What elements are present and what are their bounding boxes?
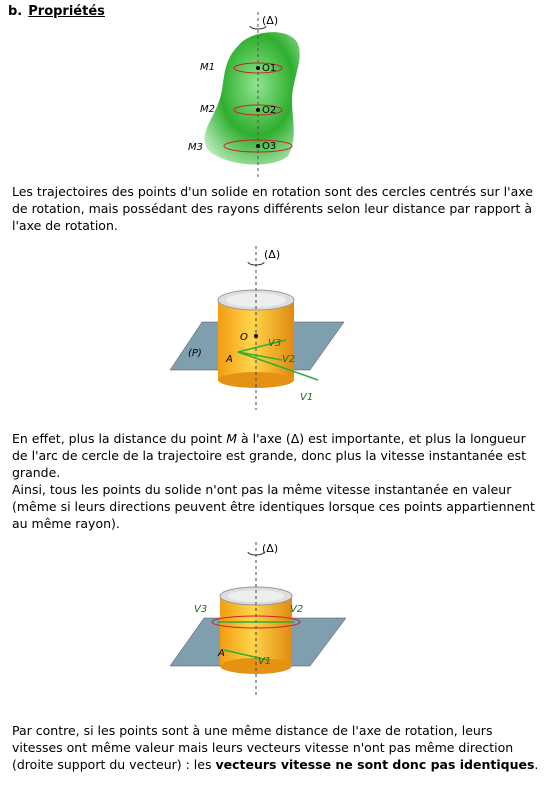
p3-post: . [534, 757, 539, 772]
label-m2: M2 [200, 104, 215, 115]
cylinder-body [220, 596, 292, 666]
section-letter: b. [8, 4, 23, 19]
axis-label: (Δ) [262, 14, 279, 27]
paragraph-1: Les trajectoires des points d'un solide en rotation sont des cercles centrés sur l'axe de rotation, mais possédant des rayons différents selon leur distance par rapport à l'axe de rotation. [12, 184, 533, 233]
axis-label: (Δ) [264, 248, 281, 261]
figure-cylinder-vectors [158, 538, 358, 698]
label-m3: M3 [188, 142, 203, 153]
label-a: A [218, 648, 225, 659]
p2-line1-pre: En effet, plus la distance du point [12, 431, 227, 446]
section-title: Propriétés [28, 4, 105, 19]
figure-rotating-solid [180, 8, 360, 178]
label-plane: (P) [188, 348, 202, 359]
label-v2: V2 [290, 604, 304, 615]
label-v1: V1 [300, 392, 314, 403]
p3-pre: Par contre, si les points sont à une même distance de l'axe de rotation, leurs vitesses ont même valeur mais leurs vecteurs vitesse n'ont pas même direction (droite support du vecteur) : les [12, 723, 514, 772]
p3-bold: vecteurs vitesse ne sont donc pas identiques [215, 757, 535, 772]
label-v1: V1 [258, 656, 272, 667]
label-o: O [240, 332, 248, 343]
figure-cylinder-plane [168, 242, 358, 412]
label-o2: O2 [262, 105, 277, 116]
label-o1: O1 [262, 63, 277, 74]
paragraph-2 [12, 430, 540, 532]
label-o3: O3 [262, 141, 277, 152]
label-v3: V3 [194, 604, 208, 615]
section-heading [8, 4, 105, 19]
p2-line1-post: à l'axe (Δ) est importante, et plus la longueur de l'arc de cercle de la trajectoire est grande, donc plus la vitesse instantanée est grande. [12, 431, 526, 480]
p2-point-m: M [226, 431, 237, 446]
label-a: A [226, 354, 233, 365]
green-solid [205, 32, 300, 164]
axis-label: (Δ) [262, 542, 279, 555]
paragraph-3 [12, 722, 540, 773]
p2-line2: Ainsi, tous les points du solide n'ont pas la même vitesse instantanée en valeur (même si leurs directions peuvent être identiques lorsque ces points appartiennent au même rayon). [12, 482, 535, 531]
label-v2: V2 [282, 354, 296, 365]
label-v3: V3 [268, 338, 282, 349]
label-m1: M1 [200, 62, 215, 73]
